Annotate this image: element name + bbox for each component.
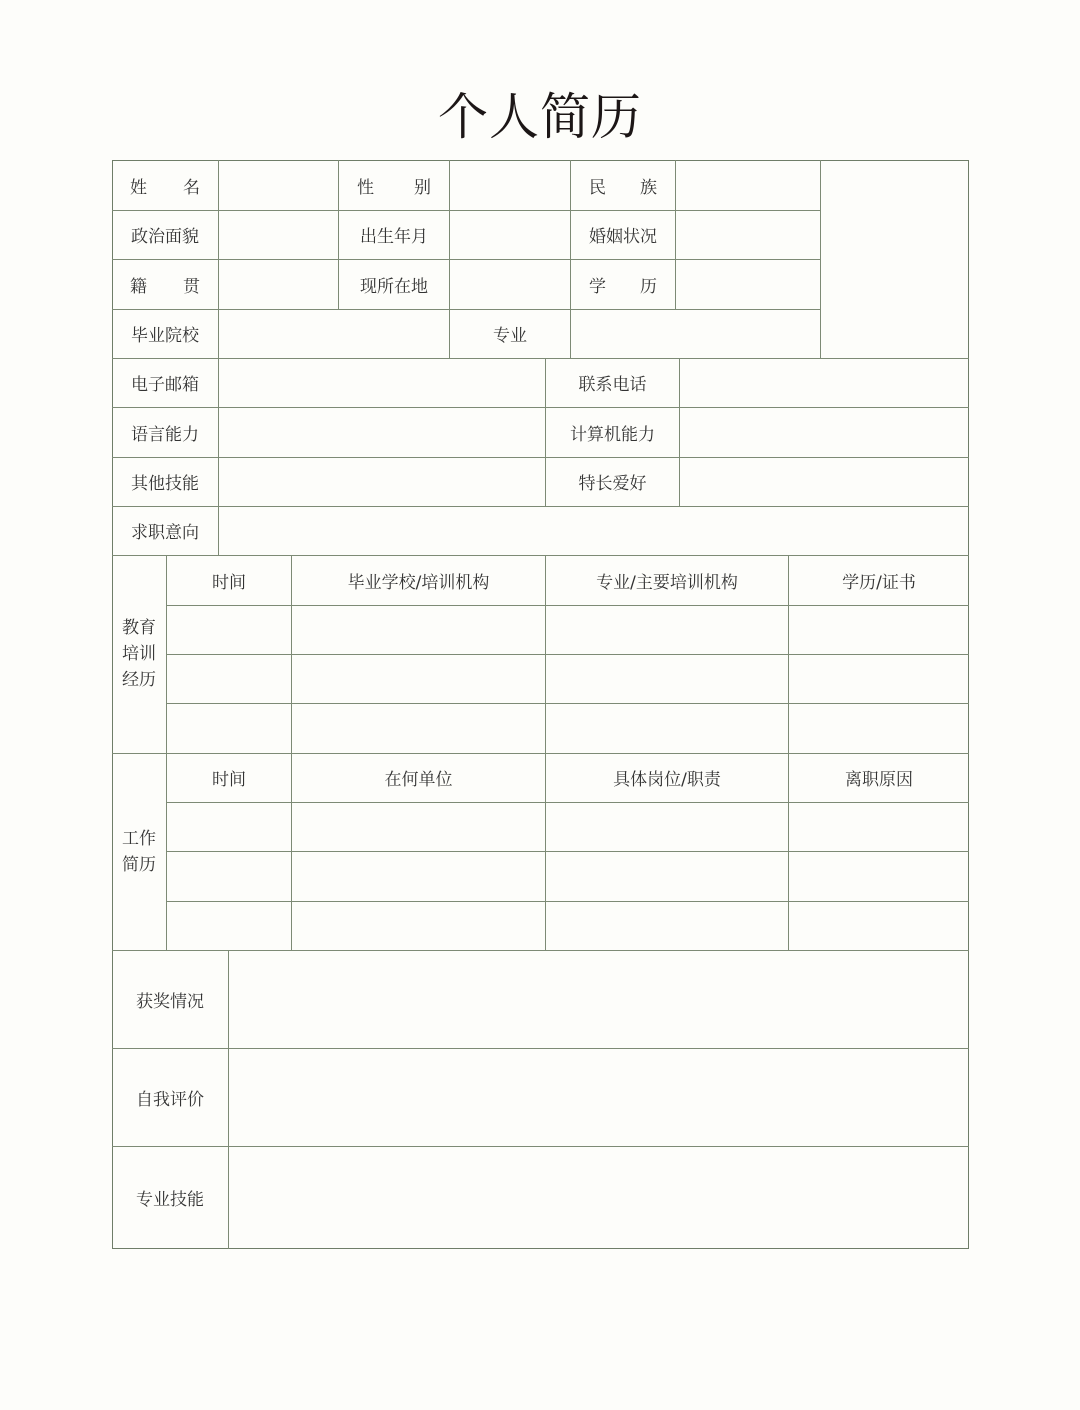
- work-row-3-company[interactable]: [292, 901, 545, 950]
- work-header-reason: 离职原因: [845, 770, 913, 790]
- edu-row-3-degree[interactable]: [789, 703, 969, 753]
- name-label: 姓 名: [130, 177, 200, 198]
- edu-row-1-time[interactable]: [167, 605, 291, 654]
- work-row-2-position[interactable]: [546, 851, 788, 901]
- work-row-3-position[interactable]: [546, 901, 788, 950]
- objective-field[interactable]: [219, 506, 969, 555]
- gender-label: 性 别: [357, 177, 431, 198]
- work-row-2-reason[interactable]: [789, 851, 969, 901]
- work-row-1-time[interactable]: [167, 802, 291, 851]
- work-section-label: 工作 简历: [122, 828, 156, 875]
- edu-header-major: 专业/主要培训机构: [596, 572, 738, 593]
- computer-field[interactable]: [680, 407, 969, 457]
- email-label: 电子邮箱: [131, 375, 199, 395]
- phone-label: 联系电话: [578, 375, 647, 395]
- edu-row-2-school[interactable]: [292, 654, 545, 703]
- work-row-3-reason[interactable]: [789, 901, 969, 950]
- gender-field[interactable]: [450, 160, 570, 210]
- edu-row-3-time[interactable]: [167, 703, 291, 753]
- work-header-company: 在何单位: [384, 770, 453, 790]
- education-label: 学 历: [589, 276, 657, 297]
- birth-field[interactable]: [450, 210, 570, 259]
- objective-label: 求职意向: [131, 523, 199, 543]
- ethnicity-field[interactable]: [676, 160, 820, 210]
- edu-row-3-major[interactable]: [546, 703, 788, 753]
- awards-field[interactable]: [229, 950, 969, 1048]
- education-section-label: 教育 培训 经历: [122, 618, 156, 690]
- photo-area[interactable]: [821, 160, 969, 358]
- awards-label: 获奖情况: [136, 991, 204, 1012]
- origin-field[interactable]: [219, 259, 338, 309]
- work-row-3-time[interactable]: [167, 901, 291, 950]
- major-field[interactable]: [571, 309, 820, 358]
- language-field[interactable]: [219, 407, 545, 457]
- location-label: 现所在地: [360, 276, 428, 297]
- pro-skills-label: 专业技能: [136, 1190, 204, 1210]
- location-field[interactable]: [450, 259, 570, 309]
- computer-label: 计算机能力: [570, 424, 655, 445]
- work-row-2-time[interactable]: [167, 851, 291, 901]
- work-row-1-company[interactable]: [292, 802, 545, 851]
- school-label: 毕业院校: [131, 326, 199, 346]
- major-label: 专业: [493, 326, 527, 346]
- edu-header-time: 时间: [212, 572, 246, 593]
- edu-row-2-time[interactable]: [167, 654, 291, 703]
- marital-label: 婚姻状况: [589, 227, 657, 247]
- origin-label: 籍 贯: [130, 276, 200, 297]
- edu-row-1-degree[interactable]: [789, 605, 969, 654]
- self-eval-field[interactable]: [229, 1048, 969, 1146]
- ethnicity-label: 民 族: [589, 177, 657, 198]
- name-field[interactable]: [219, 160, 338, 210]
- edu-row-2-degree[interactable]: [789, 654, 969, 703]
- political-field[interactable]: [219, 210, 338, 259]
- edu-row-2-major[interactable]: [546, 654, 788, 703]
- work-header-position: 具体岗位/职责: [613, 770, 721, 790]
- political-label: 政治面貌: [131, 227, 199, 247]
- self-eval-label: 自我评价: [136, 1089, 204, 1110]
- edu-header-degree: 学历/证书: [842, 572, 916, 593]
- other-skills-field[interactable]: [219, 457, 545, 506]
- pro-skills-field[interactable]: [229, 1146, 969, 1249]
- other-skills-label: 其他技能: [131, 474, 199, 494]
- birth-label: 出生年月: [360, 227, 428, 247]
- work-row-2-company[interactable]: [292, 851, 545, 901]
- hobbies-label: 特长爱好: [578, 474, 647, 494]
- work-header-time: 时间: [212, 770, 246, 790]
- marital-field[interactable]: [676, 210, 820, 259]
- edu-row-3-school[interactable]: [292, 703, 545, 753]
- edu-row-1-school[interactable]: [292, 605, 545, 654]
- edu-header-school: 毕业学校/培训机构: [347, 572, 490, 593]
- education-field[interactable]: [676, 259, 820, 309]
- email-field[interactable]: [219, 358, 545, 407]
- edu-row-1-major[interactable]: [546, 605, 788, 654]
- page-title: 个人简历: [438, 88, 642, 146]
- school-field[interactable]: [219, 309, 449, 358]
- work-row-1-reason[interactable]: [789, 802, 969, 851]
- work-row-1-position[interactable]: [546, 802, 788, 851]
- hobbies-field[interactable]: [680, 457, 969, 506]
- language-label: 语言能力: [131, 424, 199, 445]
- phone-field[interactable]: [680, 358, 969, 407]
